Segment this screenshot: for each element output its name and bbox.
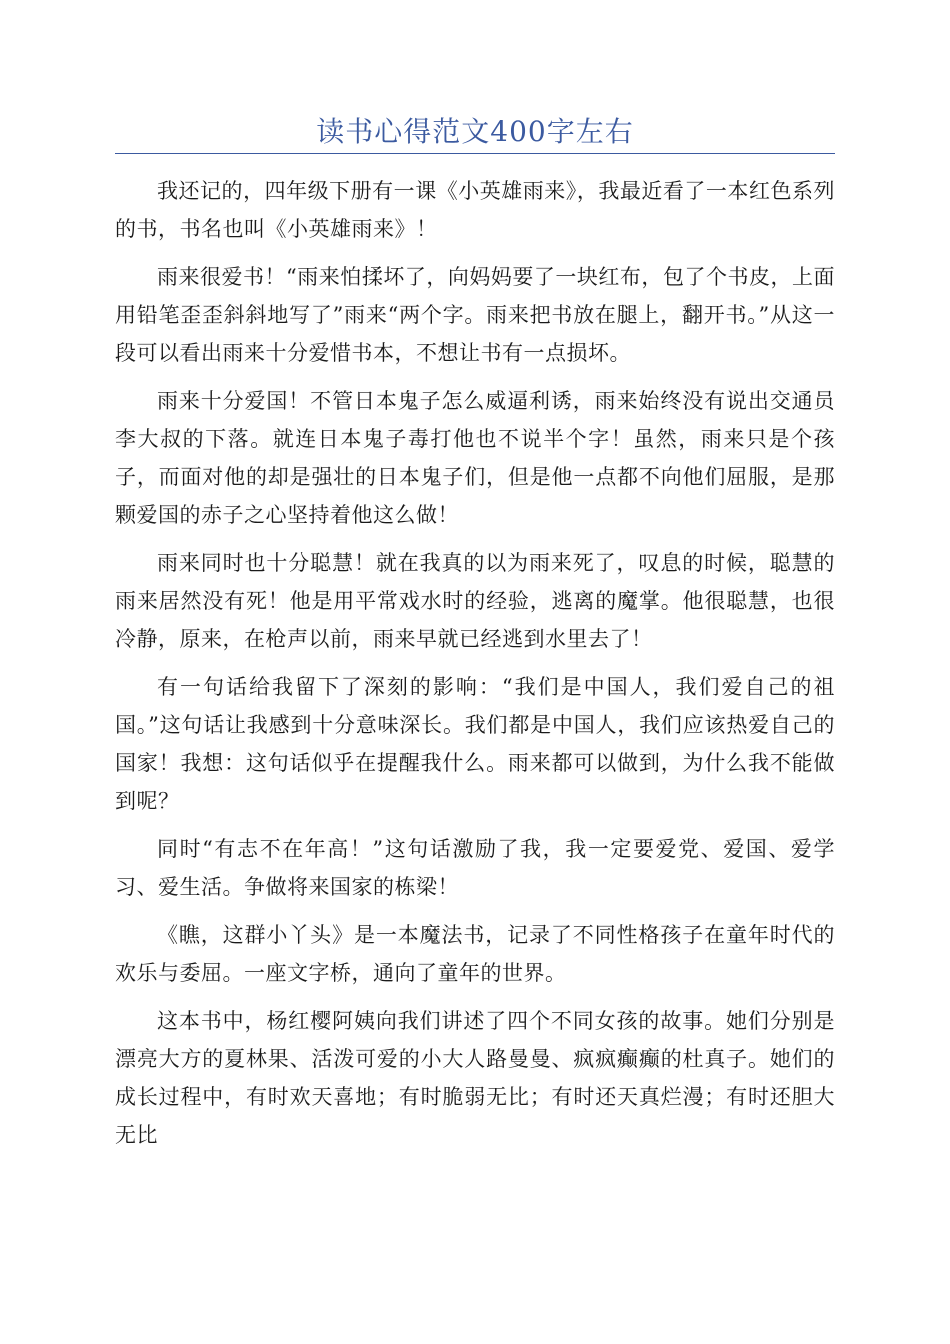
document-title: 读书心得范文400字左右 [316, 115, 634, 148]
paragraph-8: 这本书中，杨红樱阿姨向我们讲述了四个不同女孩的故事。她们分别是漂亮大方的夏林果、活泼可爱的小大人路曼曼、疯疯癫癫的杜真子。她们的成长过程中，有时欢天喜地；有时脆弱无比；有时还天真烂漫；有时还胆大无比 [115, 1009, 835, 1147]
document-body [115, 172, 835, 1164]
title-underline [115, 153, 835, 154]
paragraph-4: 雨来同时也十分聪慧！就在我真的以为雨来死了，叹息的时候，聪慧的雨来居然没有死！他是用平常戏水时的经验，逃离的魔掌。他很聪慧，也很冷静，原来，在枪声以前，雨来早就已经逃到水里去了！ [115, 551, 835, 651]
paragraph-2: 雨来很爱书！“雨来怕揉坏了，向妈妈要了一块红布，包了个书皮，上面用铅笔歪歪斜斜地写了”雨来“两个字。雨来把书放在腿上，翻开书。”从这一段可以看出雨来十分爱惜书本，不想让书有一点损坏。 [115, 265, 835, 365]
paragraph-5: 有一句话给我留下了深刻的影响：“我们是中国人，我们爱自己的祖国。”这句话让我感到十分意味深长。我们都是中国人，我们应该热爱自己的国家！我想：这句话似乎在提醒我什么。雨来都可以做到，为什么我不能做到呢？ [115, 675, 835, 813]
paragraph-7: 《瞧，这群小丫头》是一本魔法书，记录了不同性格孩子在童年时代的欢乐与委屈。一座文字桥，通向了童年的世界。 [115, 923, 835, 985]
paragraph-6: 同时“有志不在年高！”这句话激励了我，我一定要爱党、爱国、爱学习、爱生活。争做将来国家的栋梁！ [115, 837, 835, 899]
paragraph-1: 我还记的，四年级下册有一课《小英雄雨来》，我最近看了一本红色系列的书，书名也叫《小英雄雨来》！ [115, 179, 835, 241]
paragraph-3: 雨来十分爱国！不管日本鬼子怎么威逼利诱，雨来始终没有说出交通员李大叔的下落。就连日本鬼子毒打他也不说半个字！虽然，雨来只是个孩子，而面对他的却是强壮的日本鬼子们，但是他一点都不向他们屈服，是那颗爱国的赤子之心坚持着他这么做！ [115, 389, 835, 527]
